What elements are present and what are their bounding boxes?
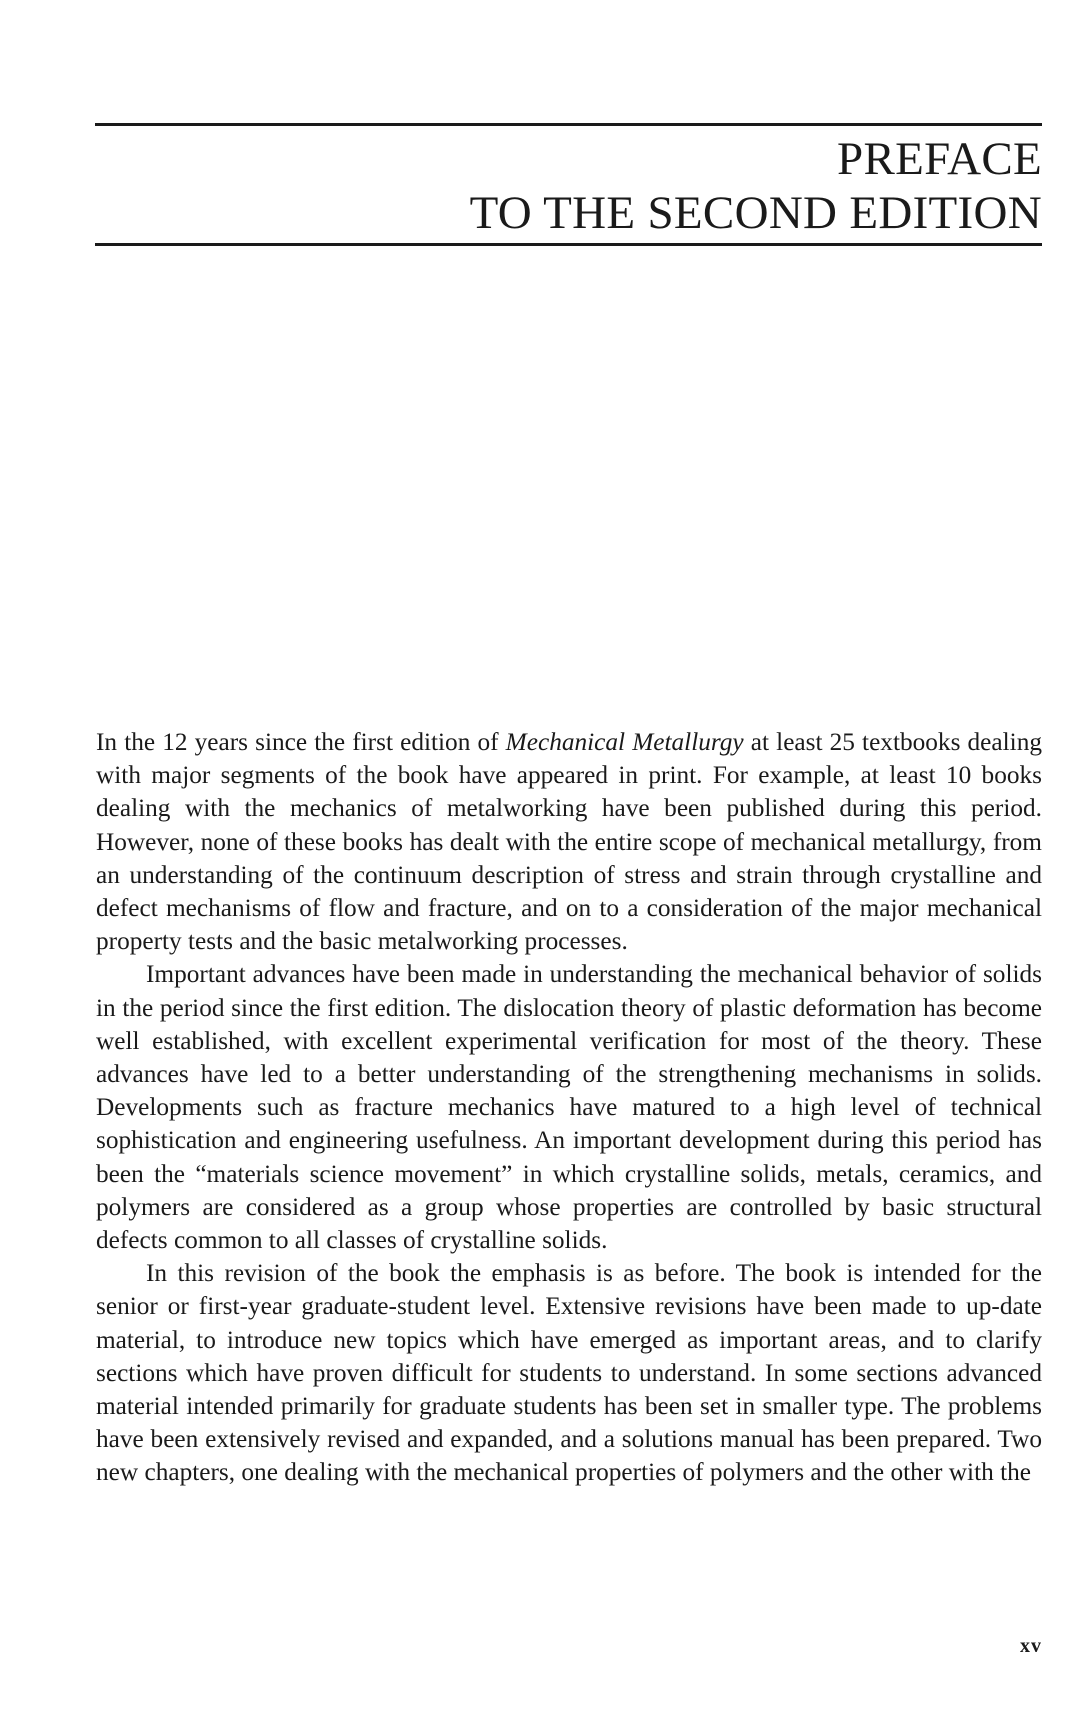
page-title-line-2: TO THE SECOND EDITION (469, 187, 1042, 239)
top-rule (95, 123, 1042, 126)
book-title: Mechanical Metallurgy (505, 728, 744, 756)
paragraph-1-after: at least 25 textbooks dealing with major segments of the book have appeared in print. For example, at least 10 books dealing with the mechanics of metalworking have been published during this period. However, none of these books has dealt with the entire scope of mechanical metallurgy, from an understanding of the continuum description of stress and strain through crystalline and defect mechanisms of flow and fracture, and on to a consideration of the major mechanical property tests and the basic metalworking processes. (96, 728, 1042, 956)
paragraph-1-before: In the 12 years since the first edition of (96, 728, 506, 756)
page-number: xv (1020, 1635, 1042, 1657)
paragraph-2: Important advances have been made in understanding the mechanical behavior of solids in the period since the first edition. The dislocation theory of plastic deformation has become well established, with excellent experimental verification for most of the theory. These advances have led to a better understanding of the strengthening mechanisms in solids. Developments such as fracture mechanics have matured to a high level of technical sophistication and engineering usefulness. An important development during this period has been the “materials science movement” in which crystalline solids, metals, ceramics, and polymers are considered as a group whose properties are controlled by basic structural defects common to all classes of crystalline solids. (96, 960, 1042, 1255)
bottom-rule (95, 243, 1042, 246)
paragraph-3: In this revision of the book the emphasis is as before. The book is intended for the senior or first-year graduate-student level. Extensive revisions have been made to up-date material, to introduce new topics which have emerged as important areas, and to clarify sections which have proven difficult for students to understand. In some sections advanced material intended primarily for graduate students has been set in smaller type. The problems have been extensively revised and expanded, and a solutions manual has been prepared. Two new chapters, one dealing with the mechanical properties of polymers and the other with the (96, 1259, 1042, 1487)
preface-body (96, 726, 1042, 1490)
paragraph-1 (96, 726, 1042, 958)
page-title-line-1: PREFACE (837, 133, 1042, 185)
